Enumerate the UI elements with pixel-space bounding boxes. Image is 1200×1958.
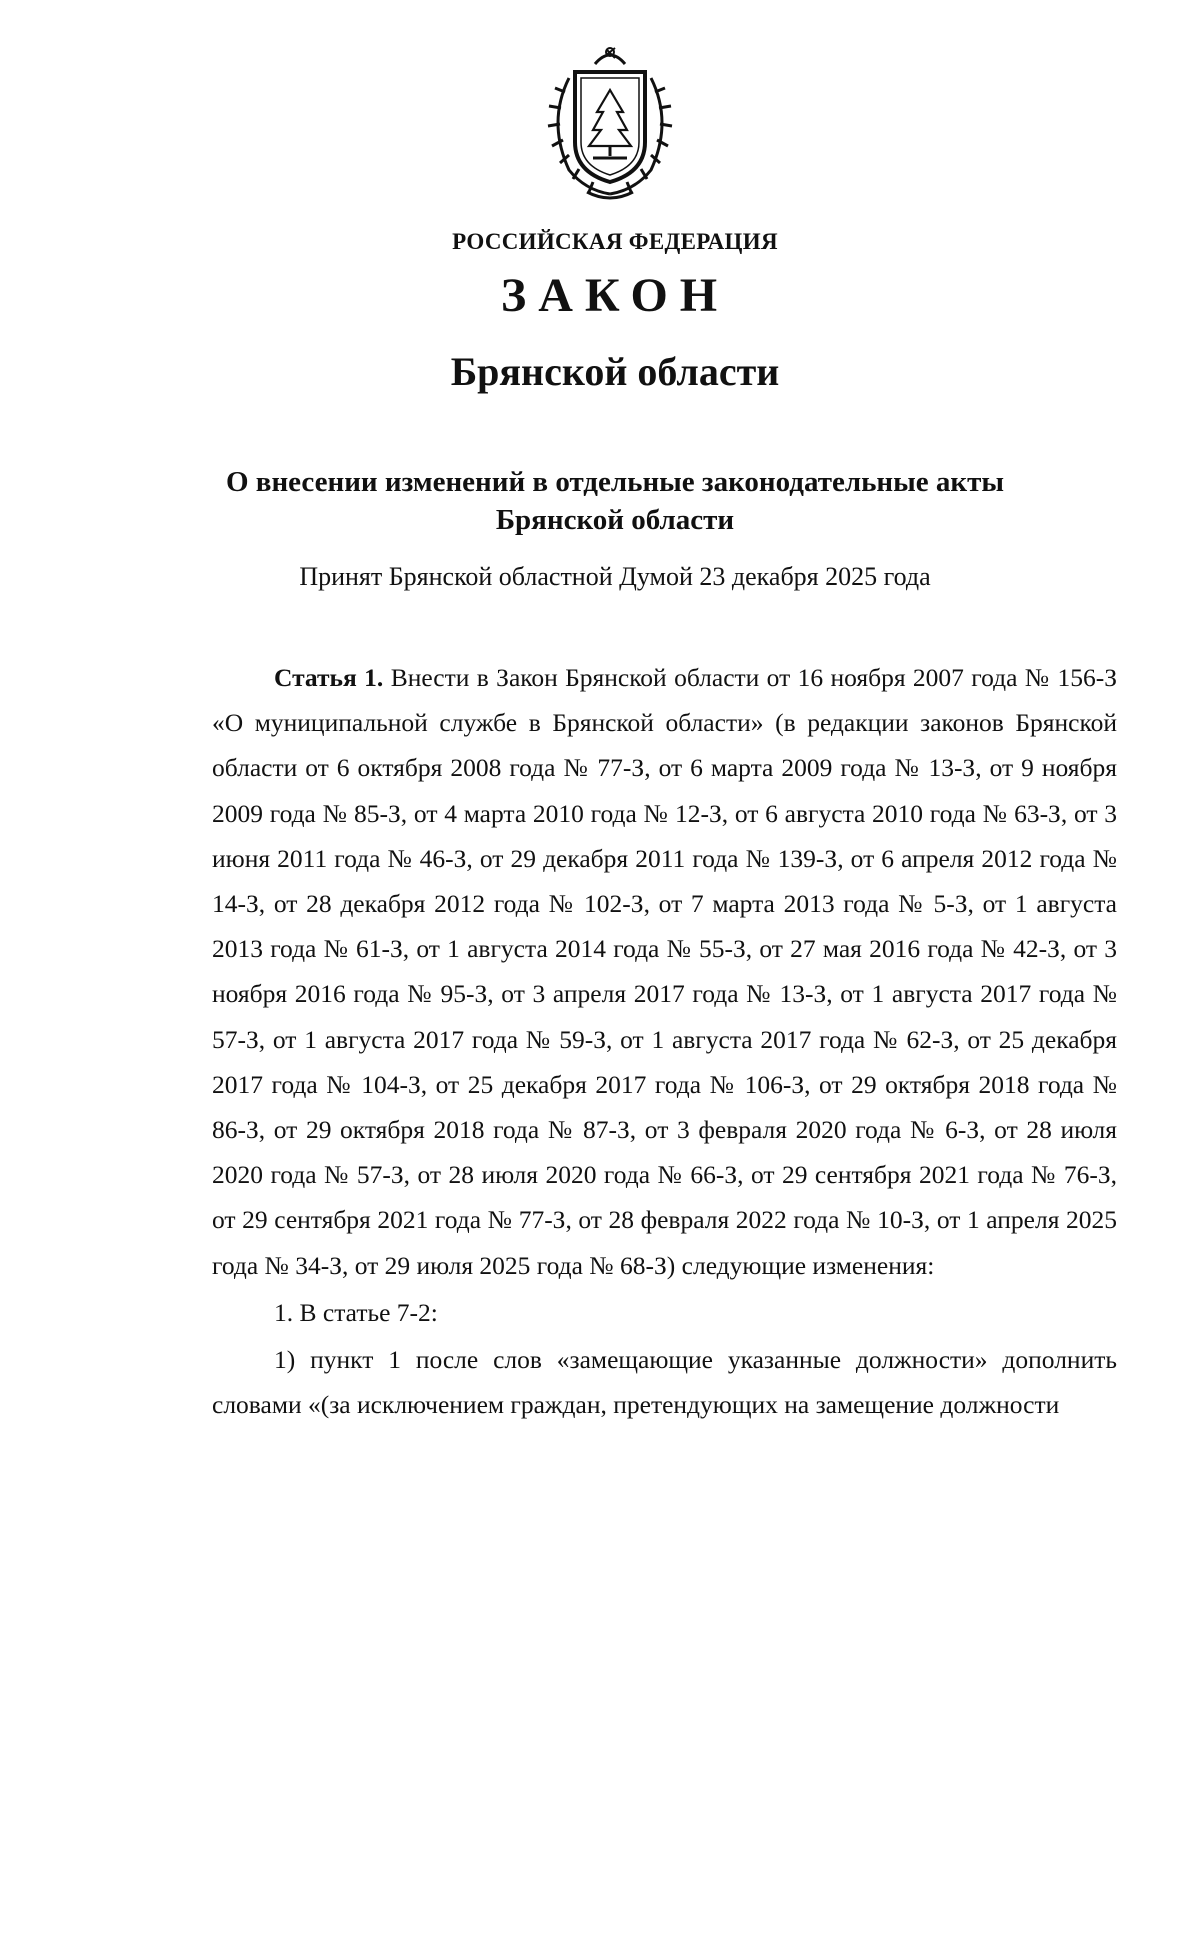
coat-of-arms-icon: [535, 42, 685, 204]
article-1-text: Внести в Закон Брянской области от 16 ноября 2007 года № 156-З «О муниципальной службе в Брянской области» (в редакции законов Брянской области от 6 октября 2008 года № 77-З, от 6 марта 2009 года № 13-З, от 9 ноября 2009 года № 85-З, от 4 марта 2010 года № 12-З, от 6 августа 2010 года № 63-З, от 3 июня 2011 года № 46-З, от 29 декабря 2011 года № 139-З, от 6 апреля 2012 года № 14-З, от 28 декабря 2012 года № 102-З, от 7 марта 2013 года № 5-З, от 1 августа 2013 года № 61-З, от 1 августа 2014 года № 55-З, от 27 мая 2016 года № 42-З, от 3 ноября 2016 года № 95-З, от 3 апреля 2017 года № 13-З, от 1 августа 2017 года № 57-З, от 1 августа 2017 года № 59-З, от 1 августа 2017 года № 62-З, от 25 декабря 2017 года № 104-З, от 25 декабря 2017 года № 106-З, от 29 октября 2018 года № 86-З, от 29 октября 2018 года № 87-З, от 3 февраля 2020 года № 6-З, от 28 июля 2020 года № 57-З, от 28 июля 2020 года № 66-З, от 29 сентября 2021 года № 76-З, от 29 сентября 2021 года № 77-З, от 28 февраля 2022 года № 10-З, от 1 апреля 2025 года № 34-З, от 29 июля 2025 года № 68-З) следующие изменения:: [212, 663, 1117, 1280]
region-heading: Брянской области: [450, 349, 780, 394]
law-title-line-1: О внесении изменений в отдельные законодательные акты: [226, 466, 1004, 498]
article-1-paragraph: [212, 655, 1117, 1288]
country-heading: РОССИЙСКАЯ ФЕДЕРАЦИЯ: [452, 229, 778, 254]
law-title-line-2: Брянской области: [495, 504, 735, 536]
adoption-note: Принят Брянской областной Думой 23 декабря 2025 года: [299, 562, 931, 591]
amendment-item-1: 1. В статье 7-2:: [274, 1297, 438, 1327]
article-1-label: Статья 1.: [274, 663, 384, 692]
law-title: [0, 463, 1200, 539]
document-body: [212, 655, 1117, 1427]
amendment-subitem-1: 1) пункт 1 после слов «замещающие указанные должности» дополнить словами «(за исключением граждан, претендующих на замещение должности: [212, 1345, 1117, 1420]
document-type-heading: ЗАКОН: [500, 269, 730, 322]
